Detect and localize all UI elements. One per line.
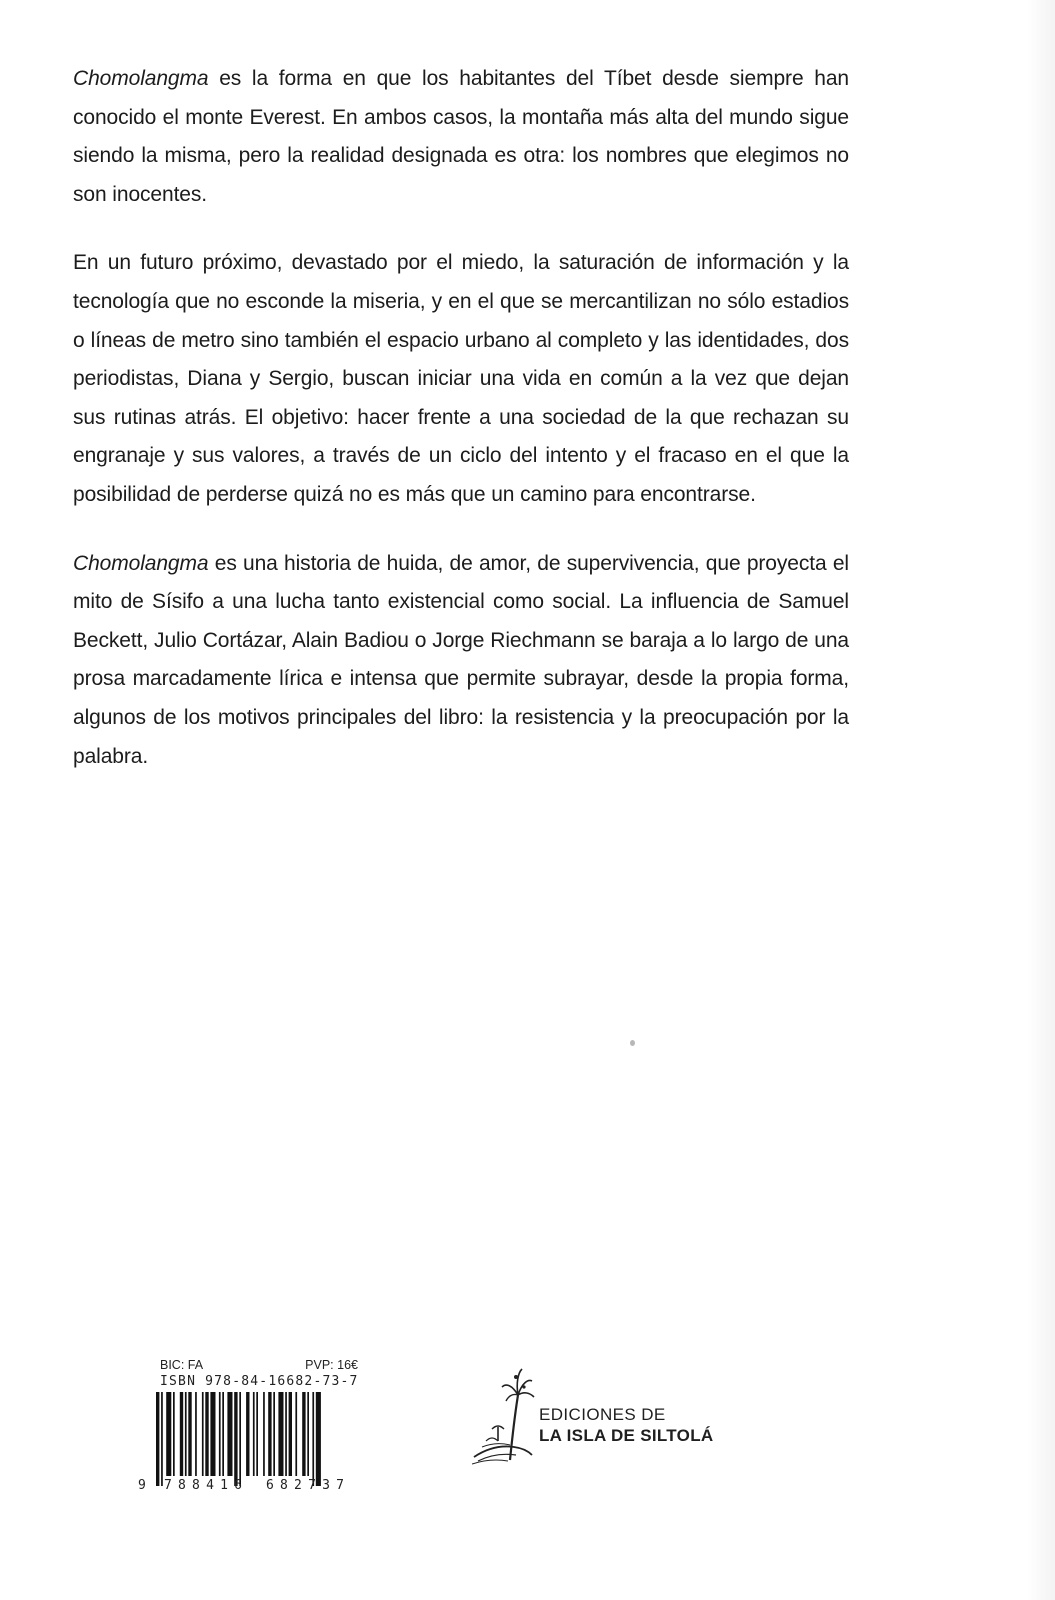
barcode-bar — [185, 1392, 187, 1476]
publisher-imprint — [472, 1365, 762, 1505]
blurb-paragraph-3-text: es una historia de huida, de amor, de supervivencia, que proyecta el mito de Sísifo a una lucha tanto existencial como social. La influencia de Samuel Beckett, Julio Cortázar, Alain Badiou o Jorge Riechmann se baraja a lo largo de una prosa marcadamente lírica e intensa que permite subrayar, desde la propia forma, algunos de los motivos principales del libro: la resistencia y la preocupación por la palabra. — [73, 551, 849, 768]
barcode-bar — [188, 1392, 191, 1476]
barcode-bar — [234, 1392, 237, 1486]
barcode-bar — [180, 1392, 183, 1476]
publisher-line-1: EDICIONES DE — [539, 1405, 666, 1424]
isbn-barcode — [140, 1358, 372, 1498]
book-title-italic: Chomolangma — [73, 551, 209, 575]
barcode-bar — [202, 1392, 204, 1476]
isbn-number: ISBN 978-84-16682-73-7 — [160, 1374, 359, 1389]
barcode-bar — [253, 1392, 255, 1476]
barcode-bar — [316, 1392, 321, 1486]
blurb-text — [73, 60, 849, 776]
barcode-bar — [219, 1392, 221, 1476]
barcode-digit-first: 9 — [138, 1478, 146, 1493]
page-edge-shadow — [1027, 0, 1055, 1600]
barcode-bar — [222, 1392, 224, 1476]
barcode-bar — [239, 1392, 241, 1486]
palm-island-logo-icon — [472, 1365, 536, 1465]
barcode-bar — [285, 1392, 287, 1476]
barcode-digits-right: 682737 — [266, 1478, 351, 1493]
barcode-bar — [273, 1392, 275, 1476]
publisher-name — [539, 1404, 713, 1447]
barcode-bar — [227, 1392, 232, 1476]
barcode-bar — [302, 1392, 305, 1476]
barcode-bar — [173, 1392, 175, 1476]
barcode-bar — [161, 1392, 163, 1486]
barcode-digits-left: 788416 — [164, 1478, 249, 1493]
barcode-bar — [263, 1392, 265, 1476]
book-title-italic: Chomolangma — [73, 67, 209, 90]
blurb-paragraph-1-text: es la forma en que los habitantes del Tíbet desde siempre han conocido el monte Everest. En ambos casos, la montaña más alta del mundo sigue siendo la misma, pero la realidad designada es otra: los nombres que elegimos no son inocentes. — [73, 67, 849, 206]
publisher-line-2: LA ISLA DE SILTOLÁ — [539, 1426, 714, 1445]
paper-speck — [630, 1040, 635, 1046]
blurb-paragraph-1 — [73, 60, 849, 214]
barcode-bar — [210, 1392, 215, 1476]
barcode-bar — [268, 1392, 271, 1476]
blurb-paragraph-3 — [73, 545, 849, 777]
bic-code: BIC: FA — [160, 1358, 204, 1372]
barcode-bar — [246, 1392, 249, 1476]
barcode-bar — [307, 1392, 309, 1476]
price-label: PVP: 16€ — [305, 1358, 358, 1372]
barcode-bar — [312, 1392, 314, 1486]
barcode-bar — [195, 1392, 197, 1476]
barcode-bar — [289, 1392, 292, 1476]
barcode-bar — [256, 1392, 258, 1476]
blurb-paragraph-2: En un futuro próximo, devastado por el miedo, la saturación de información y la tecnología que no esconde la miseria, y en el que se mercantilizan no sólo estadios o líneas de metro sino también el espacio urbano al completo y las identidades, dos periodistas, Diana y Sergio, buscan iniciar una vida en común a la vez que dejan sus rutinas atrás. El objetivo: hacer frente a una sociedad de la que rechazan su engranaje y sus valores, a través de un ciclo del intento y el fracaso en el que la posibilidad de perderse quizá no es más que un camino para encontrarse. — [73, 251, 849, 506]
barcode-bar — [156, 1392, 159, 1486]
barcode-bar — [278, 1392, 283, 1476]
barcode-bar — [295, 1392, 297, 1476]
barcode-bar — [166, 1392, 171, 1476]
barcode-bar — [205, 1392, 208, 1476]
barcode-bars — [140, 1392, 372, 1488]
